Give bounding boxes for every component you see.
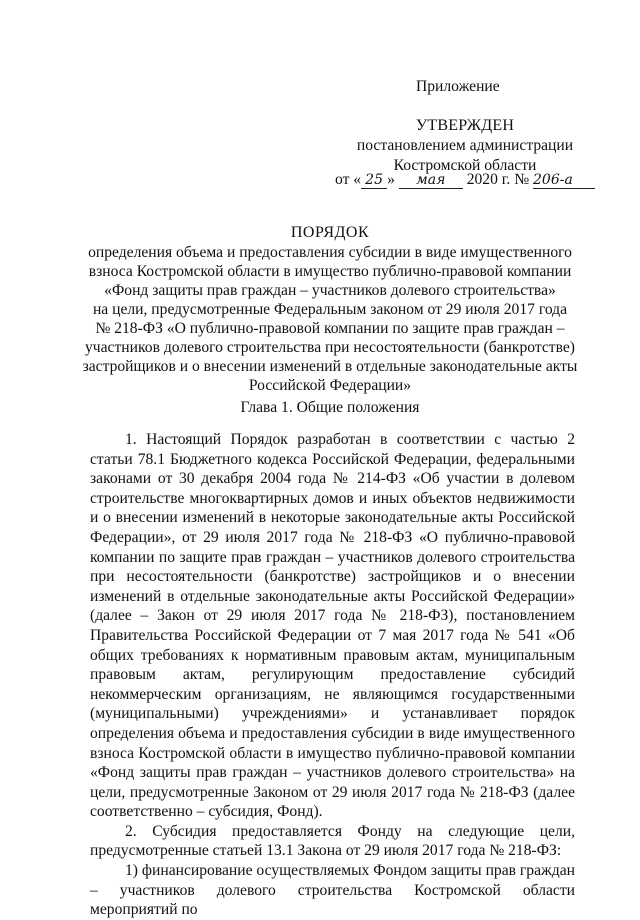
title-line: застройщиков и о внесении изменений в отдельные законодательные акты — [82, 358, 578, 375]
approved-title: УТВЕРЖДЕН — [415, 117, 515, 134]
title-line: взноса Костромской области в имущество публично-правовой компании — [88, 263, 572, 280]
handwritten-day: 25 — [361, 173, 387, 189]
title-line: «Фонд защиты прав граждан – участников долевого строительства» — [104, 282, 556, 299]
date-year: 2020 г. № — [466, 171, 530, 188]
paragraph-2-item-1: 1) финансирование осуществляемых Фондом защиты прав граждан – участников долевого строительства Костромской области мероприятий по — [90, 862, 575, 919]
title-heading: ПОРЯДОК — [290, 224, 370, 241]
title-line: на цели, предусмотренные Федеральным законом от 29 июля 2017 года — [92, 301, 568, 318]
handwritten-month: мая — [399, 173, 463, 189]
title-line: Российской Федерации» — [248, 377, 412, 394]
date-prefix: от « — [334, 171, 362, 188]
document-body — [90, 430, 575, 920]
approved-line-2: Костромской области — [393, 157, 537, 174]
handwritten-number: 206-а — [533, 173, 595, 189]
approval-block — [300, 116, 630, 176]
paragraph-2: 2. Субсидия предоставляется Фонду на следующие цели, предусмотренные статьей 13.1 Закона от 29 июля 2017 года № 218-ФЗ: — [90, 822, 575, 860]
paragraph-1: 1. Настоящий Порядок разработан в соответствии с частью 2 статьи 78.1 Бюджетного кодекса Российской Федерации, федеральными законами от 30 декабря 2004 года № 214-ФЗ «Об участии в долевом строительстве многоквартирных домов и иных объектов недвижимости и о внесении изменений в некоторые законодательные акты Российской Федерации», от 29 июля 2017 года № 218-ФЗ «О публично-правовой компании по защите прав граждан – участников долевого строительства при несостоятельности (банкротстве) застройщиков и о внесении изменений в отдельные законодательные акты Российской Федерации» (далее – Закон от 29 июля 2017 года № 218-ФЗ), постановлением Правительства Российской Федерации от 7 мая 2017 года № 541 «Об общих требованиях к нормативным правовым актам, муниципальным правовым актам, регулирующим предоставление субсидий некоммерческим организациям, не являющимся государственными (муниципальными) учреждениями» и устанавливает порядок определения объема и предоставления субсидии в виде имущественного взноса Костромской области в имущество публично-правовой компании «Фонд защиты прав граждан – участников долевого строительства» на цели, предусмотренные Законом от 29 июля 2017 года № 218-ФЗ (далее соответственно – субсидия, Фонд). — [90, 431, 575, 821]
chapter-heading: Глава 1. Общие положения — [240, 399, 420, 416]
title-line: № 218-ФЗ «О публично-правовой компании по защите прав граждан – — [95, 320, 565, 337]
title-line: участников долевого строительства при несостоятельности (банкротстве) — [85, 339, 575, 356]
title-line: определения объема и предоставления субсидии в виде имущественного — [88, 244, 572, 261]
approved-line-1: постановлением администрации — [356, 137, 574, 154]
approval-date-line — [300, 170, 630, 190]
date-mid: » — [387, 171, 395, 188]
document-title — [60, 223, 600, 395]
appendix-label: Приложение — [416, 78, 500, 95]
